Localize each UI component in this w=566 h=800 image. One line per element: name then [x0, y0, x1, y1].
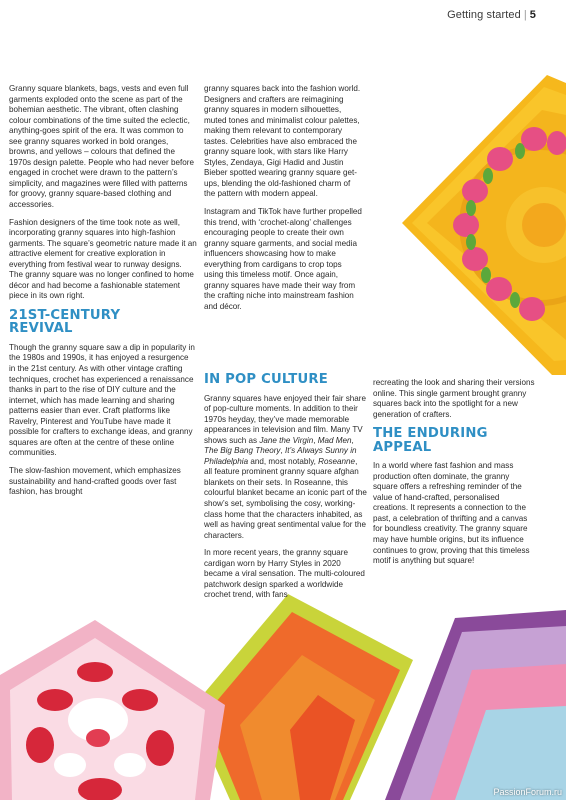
body-paragraph: Instagram and TikTok have further propelled this trend, with ‘crochet-along’ challenges encouraging people to create their own granny square garments, and social media influencers showcasing how to make everything from cardigans to crop tops using this timeless motif. Once again, granny squares have made their way from the crafting niche into mainstream fashion and décor. [204, 207, 362, 311]
body-paragraph: In more recent years, the granny square cardigan worn by Harry Styles in 2020 became a viral sensation. The multi-coloured patchwork design sparked a worldwide crochet trend, with fans [204, 548, 365, 600]
heading-line: REVIVAL [9, 321, 73, 337]
watermark-text: PassionForum.ru [493, 787, 562, 797]
column-left [9, 84, 197, 505]
body-paragraph: recreating the look and sharing their versions online. This single garment brought granny squares back into the spotlight for a new generation of crafters. [373, 378, 535, 419]
running-header [447, 9, 536, 21]
show-title: Roseanne [318, 456, 356, 466]
show-title: Jane the Virgin [259, 435, 314, 445]
heading-line: THE ENDURING [373, 426, 488, 442]
page-number: 5 [529, 9, 536, 21]
body-paragraph: Granny squares have enjoyed their fair share of pop-culture moments. In addition to their 1970s heyday, they’ve made memorable appearances in television and film. Many TV shows such as Jane the Virgin, Mad Men, The Big Bang Theory, It’s Always Sunny in Philadelphia and, most notably, Roseanne, all feature prominent granny square afghan blankets on their sets. In Roseanne, this colourful blanket became an iconic part of the show’s set, symbolising the cosy, working-class home that the characters inhabited, as well as having great sentimental value for the characters. [204, 393, 367, 540]
heading-line: APPEAL [373, 439, 432, 455]
body-paragraph: granny squares back into the fashion world. Designers and crafters are reimagining granny squares in modern silhouettes, muted tones and minimalist colour palettes, making them relevant to contemporary tastes. Celebrities have also embraced the granny square look, with stars like Harry Styles, Zendaya, Gigi Hadid and Justin Bieber spotted wearing granny square get-ups, blending the old-fashioned charm of the pattern with modern appeal. [204, 84, 361, 199]
column-middle-top [204, 84, 362, 319]
body-paragraph: The slow-fashion movement, which emphasizes sustainability and hand-crafted goods over fast fashion, has brought [9, 465, 181, 497]
column-middle-bottom [204, 370, 367, 608]
body-paragraph: In a world where fast fashion and mass production often dominate, the granny square offers a refreshing reminder of the value of hand-crafted, personalised creations. It represents a connection to the past, a celebration of thrifting and a canvas for boundless creativity. The granny square may have humble origins, but its influence continues to grow, proving that this timeless motif is anything but square! [373, 461, 530, 566]
section-name: Getting started [447, 9, 521, 21]
show-title: The Big Bang Theory [204, 446, 281, 456]
show-title: It’s Always Sunny in Philadelphia [204, 446, 357, 466]
column-right [373, 378, 536, 574]
header-divider: | [523, 9, 527, 21]
body-paragraph: Granny square blankets, bags, vests and even full garments exploded onto the scene as part of the bohemian aesthetic. The vibrant, often clashing colour combinations of the time suited the eclectic, anything-goes spirit of the era. It was common to see granny squares worked in bold oranges, browns, and yellows – colours that defined the 1970s design palette. People who had never before engaged in crochet were drawn to the pattern’s simplicity, and magazines were filled with patterns for groovy, granny square-based clothing and accessories. [9, 84, 194, 210]
heading-the-enduring-appeal [373, 427, 536, 454]
body-paragraph: Fashion designers of the time took note as well, incorporating granny squares into high-fashion garments. The square’s geometric nature made it an attractive element for creative exploration in everything from festival wear to runway designs. The granny square was no longer confined to home décor and had become a fashionable statement piece in its own right. [9, 217, 197, 301]
body-paragraph: Though the granny square saw a dip in popularity in the 1980s and 1990s, it has enjoyed a resurgence in the 21st century. As with other vintage crafting techniques, crochet has experienced a renaissance thanks in part to the rise of DIY culture and the internet, which has made learning and sharing patterns easier than ever. Craft platforms like Ravelry, Pinterest and YouTube have made it possible for crafters to exchange ideas, and granny squares are often at the centre of these online communities. [9, 342, 195, 458]
heading-in-pop-culture: IN POP CULTURE [204, 372, 328, 387]
show-title: Mad Men [317, 435, 352, 445]
heading-21st-century-revival [9, 309, 197, 336]
heading-line: 21ST-CENTURY [9, 307, 121, 323]
crochet-square-yellow-photo [372, 55, 566, 375]
